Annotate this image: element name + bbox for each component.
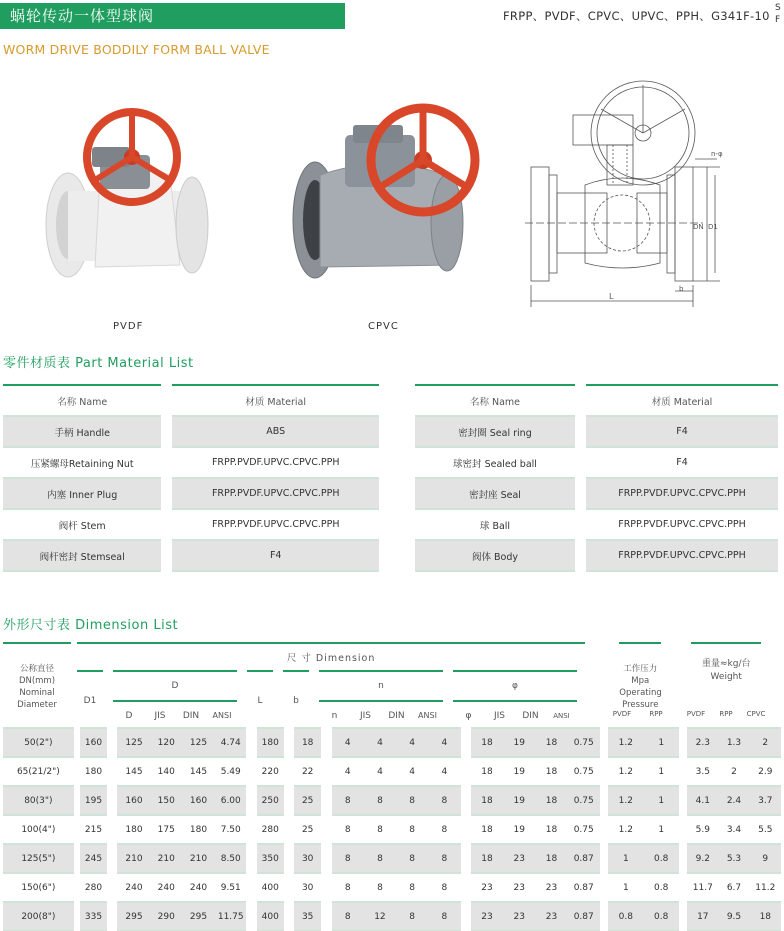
col-header-l: L [247, 671, 273, 729]
table-cell: 5.49 [215, 757, 246, 786]
col-header-n: n [319, 671, 443, 701]
table-cell: 160 [80, 728, 107, 757]
table-cell: 4.74 [215, 728, 246, 757]
table-cell: 0.8 [644, 873, 679, 902]
col-header-dimension: 尺 寸 Dimension [77, 643, 585, 671]
table-row [3, 815, 781, 844]
table-cell: 3.7 [750, 786, 781, 815]
col-header-d-din: DIN [175, 701, 207, 729]
drawing-label-d1: D1 [708, 223, 718, 231]
table-cell: 8 [396, 902, 428, 931]
table-cell: 8 [428, 873, 460, 902]
table-header [415, 384, 778, 417]
col-header-phi-sub: φ [453, 701, 484, 729]
table-cell: 1.2 [608, 786, 643, 815]
table-cell: 23 [535, 873, 567, 902]
table-cell: 125 [182, 728, 215, 757]
col-header-d: D [113, 671, 237, 701]
table-cell: 18 [294, 728, 321, 757]
table-cell: 1.2 [608, 815, 643, 844]
col-header-pressure-rpp: RPP [649, 710, 663, 718]
nominal-diameter-cell: 150(6") [3, 873, 74, 902]
table-cell: 6.7 [718, 873, 749, 902]
table-cell: 8 [364, 786, 396, 815]
table-cell: 160 [182, 786, 215, 815]
table-cell: 1 [608, 844, 643, 873]
table-cell: 19 [503, 728, 535, 757]
part-name: 阀杆 Stem [3, 510, 161, 541]
table-cell: 18 [750, 902, 781, 931]
table-cell: 2.3 [687, 728, 718, 757]
table-cell: 240 [182, 873, 215, 902]
table-cell: 18 [471, 844, 503, 873]
drawing-label-l: L [609, 292, 614, 301]
drawing-label-n-phi: n-φ [711, 150, 723, 158]
table-cell: 23 [503, 873, 535, 902]
side-letters [775, 2, 783, 26]
table-row [3, 728, 781, 757]
table-cell: 0.87 [568, 873, 600, 902]
table-cell: 8 [332, 844, 364, 873]
table-cell: 5.9 [687, 815, 718, 844]
table-cell: 0.75 [568, 815, 600, 844]
part-material: F4 [586, 448, 778, 479]
part-material: FRPP.PVDF.UPVC.CPVC.PPH [172, 510, 379, 541]
part-material: FRPP.PVDF.UPVC.CPVC.PPH [172, 448, 379, 479]
table-row [3, 786, 781, 815]
table-cell: 335 [80, 902, 107, 931]
table-cell: 145 [182, 757, 215, 786]
table-cell: 18 [535, 728, 567, 757]
part-material: F4 [586, 417, 778, 448]
table-cell: 4 [332, 728, 364, 757]
table-cell: 215 [80, 815, 107, 844]
table-cell: 4 [428, 757, 460, 786]
table-cell: 0.87 [568, 844, 600, 873]
col-header-d-sub: D [113, 701, 145, 729]
table-cell: 35 [294, 902, 321, 931]
table-cell: 19 [503, 815, 535, 844]
nominal-diameter-cell: 50(2") [3, 728, 74, 757]
col-header-phi-ansi: ANSI [546, 701, 577, 729]
table-cell: 18 [471, 728, 503, 757]
table-row [3, 757, 781, 786]
col-header-n-ansi: ANSI [412, 701, 443, 729]
part-name: 密封座 Seal [415, 479, 575, 510]
table-cell: 4.1 [687, 786, 718, 815]
table-cell: 8 [332, 902, 364, 931]
table-cell: 210 [151, 844, 182, 873]
col-header-name: 名称 Name [3, 384, 161, 417]
drawing-label-b: b [679, 285, 684, 293]
table-row [3, 541, 379, 572]
table-cell: 23 [535, 902, 567, 931]
table-cell: 23 [471, 902, 503, 931]
table-cell: 1 [644, 786, 679, 815]
table-cell: 18 [535, 757, 567, 786]
table-row [3, 510, 379, 541]
part-name: 球 Ball [415, 510, 575, 541]
table-cell: 0.75 [568, 757, 600, 786]
nominal-diameter-cell: 80(3") [3, 786, 74, 815]
table-cell: 8 [396, 815, 428, 844]
table-cell: 160 [117, 786, 150, 815]
col-header-phi-din: DIN [515, 701, 546, 729]
table-cell: 0.75 [568, 728, 600, 757]
table-cell: 19 [503, 757, 535, 786]
table-cell: 30 [294, 844, 321, 873]
table-cell: 8 [396, 786, 428, 815]
part-material: FRPP.PVDF.UPVC.CPVC.PPH [172, 479, 379, 510]
table-cell: 11.2 [750, 873, 781, 902]
table-cell: 280 [80, 873, 107, 902]
col-header-d-jis: JIS [145, 701, 175, 729]
table-cell: 8.50 [215, 844, 246, 873]
header-line: Nominal [19, 687, 55, 698]
table-cell: 280 [257, 815, 284, 844]
col-header-pressure-pvdf: PVDF [612, 710, 632, 718]
table-row [415, 448, 778, 479]
table-cell: 18 [535, 786, 567, 815]
table-cell: 23 [471, 873, 503, 902]
header-line: 重量≈kg/台 [701, 659, 751, 669]
table-cell: 1.2 [608, 757, 643, 786]
table-cell: 240 [151, 873, 182, 902]
part-material: FRPP.PVDF.UPVC.CPVC.PPH [586, 510, 778, 541]
table-cell: 8 [332, 815, 364, 844]
table-cell: 350 [257, 844, 284, 873]
col-header-weight-rpp: RPP [719, 710, 733, 718]
col-header-material: 材质 Material [586, 384, 778, 417]
nominal-diameter-cell: 65(21/2") [3, 757, 74, 786]
table-cell: 125 [117, 728, 150, 757]
table-cell: 1 [644, 728, 679, 757]
table-cell: 18 [535, 815, 567, 844]
table-row [3, 844, 781, 873]
col-header-phi-jis: JIS [484, 701, 515, 729]
table-cell: 210 [117, 844, 150, 873]
table-cell: 18 [471, 786, 503, 815]
table-cell: 8 [364, 873, 396, 902]
table-cell: 0.87 [568, 902, 600, 931]
page-subtitle: WORM DRIVE BODDILY FORM BALL VALVE [3, 42, 270, 57]
caption-cpvc: CPVC [368, 321, 399, 332]
table-cell: 25 [294, 786, 321, 815]
part-name: 压紧螺母Retaining Nut [3, 448, 161, 479]
table-cell: 180 [257, 728, 284, 757]
table-cell: 8 [428, 815, 460, 844]
table-cell: 2 [718, 757, 749, 786]
model-list: FRPP、PVDF、CPVC、UPVC、PPH、G341F-10 [503, 9, 770, 23]
table-cell: 3.5 [687, 757, 718, 786]
table-cell: 23 [503, 844, 535, 873]
table-cell: 30 [294, 873, 321, 902]
table-cell: 4 [364, 757, 396, 786]
table-cell: 0.8 [644, 902, 679, 931]
table-cell: 2.4 [718, 786, 749, 815]
table-cell: 18 [471, 757, 503, 786]
table-cell: 17 [687, 902, 718, 931]
table-cell: 8 [428, 902, 460, 931]
header-line: Operating [619, 687, 662, 698]
valve-technical-drawing [525, 75, 730, 310]
table-cell: 150 [151, 786, 182, 815]
table-cell: 4 [364, 728, 396, 757]
dims-heading: 外形尺寸表 Dimension List [3, 618, 179, 633]
part-name: 手柄 Handle [3, 417, 161, 448]
table-cell: 7.50 [215, 815, 246, 844]
table-cell: 1 [644, 757, 679, 786]
header-line: 公称直径 [19, 663, 54, 674]
table-cell: 4 [396, 728, 428, 757]
table-cell: 145 [117, 757, 150, 786]
table-cell: 1.3 [718, 728, 749, 757]
table-cell: 1 [608, 873, 643, 902]
table-cell: 400 [257, 902, 284, 931]
part-material: FRPP.PVDF.UPVC.CPVC.PPH [586, 541, 778, 572]
col-header-nominal [3, 643, 71, 729]
table-cell: 1 [644, 815, 679, 844]
header-line: Diameter [17, 699, 57, 710]
col-header-n-sub: n [319, 701, 350, 729]
table-cell: 5.5 [750, 815, 781, 844]
caption-pvdf: PVDF [113, 321, 144, 332]
table-row [415, 510, 778, 541]
table-cell: 295 [182, 902, 215, 931]
table-cell: 180 [80, 757, 107, 786]
part-material: FRPP.PVDF.UPVC.CPVC.PPH [586, 479, 778, 510]
parts-table-right [404, 384, 784, 572]
table-cell: 0.8 [644, 844, 679, 873]
part-name: 密封圈 Seal ring [415, 417, 575, 448]
table-row [415, 541, 778, 572]
table-cell: 290 [151, 902, 182, 931]
header-line: Mpa [631, 675, 650, 686]
table-cell: 210 [182, 844, 215, 873]
col-header-phi: φ [453, 671, 577, 701]
table-cell: 9.2 [687, 844, 718, 873]
nominal-diameter-cell: 200(8") [3, 902, 74, 931]
part-material: F4 [172, 541, 379, 572]
table-row [3, 873, 781, 902]
part-name: 阀杆密封 Stemseal [3, 541, 161, 572]
table-row [3, 417, 379, 448]
table-cell: 0.75 [568, 786, 600, 815]
table-cell: 23 [503, 902, 535, 931]
table-cell: 3.4 [718, 815, 749, 844]
part-name: 阀体 Body [415, 541, 575, 572]
header-line: 工作压力 [623, 663, 658, 674]
col-header-weight-cpvc: CPVC [746, 710, 766, 718]
table-cell: 19 [503, 786, 535, 815]
part-material: ABS [172, 417, 379, 448]
dimension-data-table [3, 727, 781, 931]
header-line: Weight [710, 672, 742, 682]
table-cell: 22 [294, 757, 321, 786]
table-cell: 8 [364, 815, 396, 844]
table-cell: 6.00 [215, 786, 246, 815]
table-cell: 11.75 [215, 902, 246, 931]
col-header-n-din: DIN [381, 701, 412, 729]
table-cell: 9.5 [718, 902, 749, 931]
table-cell: 2.9 [750, 757, 781, 786]
parts-table-left [0, 384, 390, 572]
col-header-weight-pvdf: PVDF [686, 710, 706, 718]
table-cell: 220 [257, 757, 284, 786]
parts-heading: 零件材质表 Part Material List [3, 356, 194, 371]
table-cell: 9.51 [215, 873, 246, 902]
table-row [415, 417, 778, 448]
table-cell: 240 [117, 873, 150, 902]
drawing-label-dn: DN [693, 223, 704, 231]
nominal-diameter-cell: 125(5") [3, 844, 74, 873]
page-title: 蜗轮传动一体型球阀 [10, 7, 155, 25]
table-cell: 195 [80, 786, 107, 815]
table-cell: 5.3 [718, 844, 749, 873]
col-header-d-ansi: ANSI [207, 701, 237, 729]
table-cell: 250 [257, 786, 284, 815]
table-cell: 8 [396, 873, 428, 902]
col-header-d1: D1 [77, 671, 103, 729]
table-cell: 180 [117, 815, 150, 844]
table-cell: 8 [364, 844, 396, 873]
table-row [415, 479, 778, 510]
table-cell: 2 [750, 728, 781, 757]
table-cell: 295 [117, 902, 150, 931]
table-row [3, 902, 781, 931]
table-cell: 140 [151, 757, 182, 786]
table-cell: 8 [332, 786, 364, 815]
table-cell: 180 [182, 815, 215, 844]
col-header-b: b [283, 671, 309, 729]
col-header-name: 名称 Name [415, 384, 575, 417]
table-cell: 400 [257, 873, 284, 902]
header-line: Pressure [622, 699, 659, 710]
part-name: 内塞 Inner Plug [3, 479, 161, 510]
table-cell: 9 [750, 844, 781, 873]
table-cell: 8 [332, 873, 364, 902]
table-cell: 4 [396, 757, 428, 786]
table-cell: 12 [364, 902, 396, 931]
table-cell: 0.8 [608, 902, 643, 931]
col-header-material: 材质 Material [172, 384, 379, 417]
table-cell: 1.2 [608, 728, 643, 757]
table-cell: 8 [428, 786, 460, 815]
col-header-n-jis: JIS [350, 701, 381, 729]
table-row [3, 448, 379, 479]
table-cell: 120 [151, 728, 182, 757]
table-row [3, 479, 379, 510]
table-cell: 11.7 [687, 873, 718, 902]
side-letter: F [775, 15, 781, 25]
table-cell: 8 [428, 844, 460, 873]
table-cell: 8 [396, 844, 428, 873]
side-letter: S [775, 3, 781, 13]
table-header [3, 384, 379, 417]
cpvc-valve-image [275, 95, 490, 295]
table-cell: 25 [294, 815, 321, 844]
table-cell: 4 [428, 728, 460, 757]
part-name: 球密封 Sealed ball [415, 448, 575, 479]
pvdf-valve-image [40, 95, 220, 280]
table-cell: 18 [535, 844, 567, 873]
table-cell: 18 [471, 815, 503, 844]
table-cell: 4 [332, 757, 364, 786]
table-cell: 175 [151, 815, 182, 844]
header-line: DN(mm) [18, 675, 56, 686]
nominal-diameter-cell: 100(4") [3, 815, 74, 844]
table-cell: 245 [80, 844, 107, 873]
